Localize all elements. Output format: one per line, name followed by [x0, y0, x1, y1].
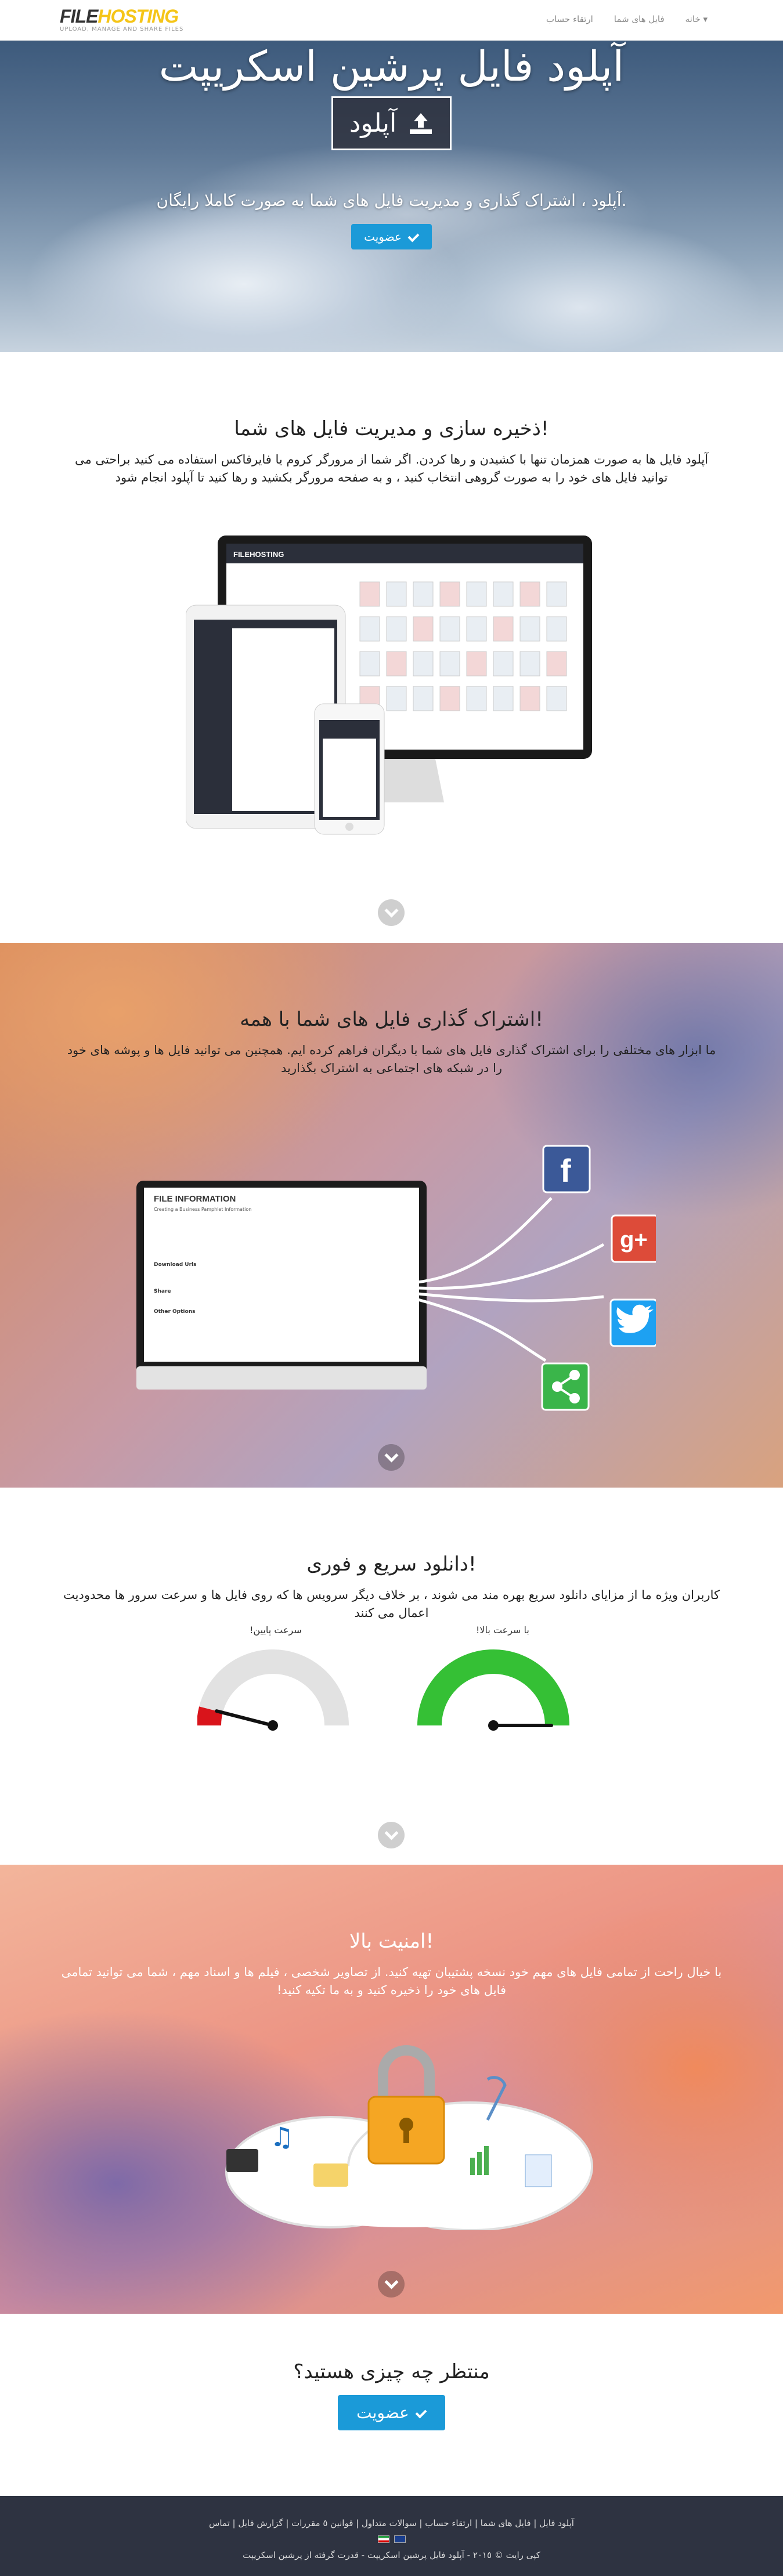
file-thumb[interactable]: [440, 582, 460, 606]
file-thumb[interactable]: [360, 652, 380, 676]
nav-menu: [546, 14, 708, 24]
register-label: عضویت: [364, 230, 402, 244]
cta-section: [0, 2314, 783, 2496]
svg-text:f: f: [560, 1152, 571, 1189]
file-thumb[interactable]: [493, 617, 513, 641]
gauge-needle: [217, 1711, 273, 1725]
film-icon: [226, 2149, 258, 2172]
file-thumb[interactable]: [493, 652, 513, 676]
cloud-security-illustration: [209, 2033, 604, 2230]
security-title: امنیت بالا!: [349, 1930, 434, 1953]
speed-gauges: [197, 1638, 592, 1743]
fast-gauge-label: با سرعت بالا!: [476, 1625, 529, 1636]
cta-register-button[interactable]: [338, 2395, 445, 2430]
file-thumb[interactable]: [547, 582, 566, 606]
gauge-fill: [430, 1662, 557, 1725]
file-thumb[interactable]: [547, 652, 566, 676]
hero-subtitle: آپلود ، اشتراک گذاری و مدیریت فایل های شما به صورت کاملا رایگان.: [156, 191, 627, 210]
share-section: [0, 943, 783, 1488]
file-thumb[interactable]: [360, 582, 380, 606]
file-thumb[interactable]: [467, 652, 486, 676]
logo-tagline: UPLOAD, MANAGE AND SHARE FILES: [60, 26, 184, 32]
file-thumb[interactable]: [413, 582, 433, 606]
security-description: با خیال راحت از تمامی فایل های مهم خود نسخه پشتیبان تهیه کنید. از تصاویر شخصی ، فیلم ها و اسناد مهم ، شما می توانید تمامی فایل های خود را ذخیره کنید و به ما تکیه کنید!: [61, 1965, 722, 1997]
top-navbar: [0, 0, 783, 41]
share-illustration: [133, 1128, 656, 1436]
check-icon: [415, 2407, 427, 2419]
nav-your-files-link[interactable]: فایل های شما: [614, 14, 665, 24]
file-thumb[interactable]: [547, 617, 566, 641]
file-thumb[interactable]: [413, 652, 433, 676]
gauge-fill: [209, 1710, 211, 1725]
file-thumb[interactable]: [493, 582, 513, 606]
file-thumb[interactable]: [413, 617, 433, 641]
cta-title: منتظر چه چیزی هستید؟: [293, 2360, 490, 2383]
scroll-down-icon[interactable]: [378, 2271, 405, 2298]
upload-button-label: آپلود: [349, 108, 397, 138]
file-thumb[interactable]: [520, 582, 540, 606]
file-thumb[interactable]: [467, 617, 486, 641]
cta-register-label: عضویت: [356, 2403, 409, 2422]
file-thumb[interactable]: [387, 686, 406, 711]
logo-text-hosting: HOSTING: [98, 6, 179, 27]
storage-section: [0, 352, 783, 943]
copyright: کپی رایت © ٢٠١٥ - آپلود فایل پرشین اسکریپت - قدرت گرفته از پرشین اسکریپت: [243, 2550, 540, 2560]
file-thumb[interactable]: [520, 652, 540, 676]
download-title: دانلود سریع و فوری!: [306, 1553, 477, 1576]
file-thumb[interactable]: [467, 582, 486, 606]
file-thumb[interactable]: [440, 686, 460, 711]
download-section: [0, 1488, 783, 1865]
check-icon: [407, 231, 419, 243]
flag-iran-icon[interactable]: [378, 2535, 389, 2543]
security-section: [0, 1865, 783, 2314]
file-thumb[interactable]: [413, 686, 433, 711]
scroll-down-icon[interactable]: [378, 899, 405, 926]
screen-share-heading: Share: [154, 1289, 171, 1294]
screen-brand: FILEHOSTING: [233, 550, 284, 559]
logo-text-file: FILE: [60, 6, 98, 27]
gauge-hub: [268, 1720, 278, 1731]
gauge-hub: [488, 1720, 499, 1731]
file-thumb[interactable]: [520, 686, 540, 711]
file-thumb[interactable]: [520, 617, 540, 641]
storage-description: آپلود فایل ها به صورت همزمان تنها با کشیدن و رها کردن. اگر شما از مرورگر کروم یا فایرفاکس استفاده می کنید براحتی می توانید فایل های خود را به صورت گروهی انتخاب کنید ، و به صفحه مرورگر بکشید و رها کنید تا آپلود انجام شود: [74, 453, 709, 484]
music-note-icon: ♫: [270, 2121, 294, 2152]
flag-uk-icon[interactable]: [394, 2535, 406, 2543]
file-thumb[interactable]: [360, 617, 380, 641]
file-thumb[interactable]: [440, 617, 460, 641]
file-thumb[interactable]: [547, 686, 566, 711]
file-thumb[interactable]: [387, 652, 406, 676]
language-flags: [0, 2535, 783, 2543]
scroll-down-icon[interactable]: [378, 1444, 405, 1471]
file-thumb[interactable]: [467, 686, 486, 711]
file-thumb[interactable]: [387, 617, 406, 641]
share-title: اشتراک گذاری فایل های شما با همه!: [240, 1008, 543, 1031]
slow-gauge-label: سرعت پایین!: [250, 1625, 302, 1636]
screen-file-sub: Creating a Business Pamphlet Information: [154, 1207, 252, 1212]
devices-illustration: [186, 536, 598, 837]
download-description: کاربران ویژه ما از مزایای دانلود سریع بهره مند می شوند ، بر خلاف دیگر سرویس ها که روی فایل ها و سرعت سرور ها محدودیت اعمال می کنند: [63, 1588, 720, 1620]
share-description: ما ابزار های مختلفی را برای اشتراک گذاری فایل های شما با دیگران فراهم کرده ایم. همچنین می توانید فایل ها و پوشه های خود را در شبکه های اجتماعی به اشتراک بگذارید: [67, 1043, 716, 1075]
hero-title: آپلود فایل پرشین اسکریپت: [158, 42, 625, 91]
upload-icon: [408, 112, 434, 135]
screen-other-options: Other Options: [154, 1309, 196, 1315]
screen-file-info-title: FILE INFORMATION: [154, 1194, 236, 1204]
file-thumb[interactable]: [493, 686, 513, 711]
folder-icon: [313, 2163, 348, 2187]
screen-download-urls: Download Urls: [154, 1262, 197, 1268]
hero-section: [0, 41, 783, 352]
storage-title: ذخیره سازی و مدیریت فایل های شما!: [234, 417, 549, 440]
hero-upload-button[interactable]: [331, 96, 452, 150]
nav-upgrade-link[interactable]: ارتقاء حساب: [546, 14, 593, 24]
file-thumb[interactable]: [440, 652, 460, 676]
file-thumb[interactable]: [387, 582, 406, 606]
hero-register-button[interactable]: [351, 224, 432, 249]
lock-shackle-icon: [383, 2050, 430, 2097]
gauge-track: [209, 1662, 337, 1725]
scroll-down-icon[interactable]: [378, 1822, 405, 1848]
footer-links[interactable]: آپلود فایل | فایل های شما | ارتقاء حساب | سوالات متداول | قوانین ٥ مقررات | گزارش فایل | تماس: [209, 2518, 574, 2528]
footer: [0, 2496, 783, 2576]
site-logo[interactable]: [60, 6, 183, 32]
chart-icon: [484, 2146, 489, 2175]
svg-text:g+: g+: [620, 1227, 648, 1253]
nav-home-dropdown[interactable]: خانه ▾: [685, 14, 708, 24]
document-chart-icon: [525, 2155, 551, 2187]
